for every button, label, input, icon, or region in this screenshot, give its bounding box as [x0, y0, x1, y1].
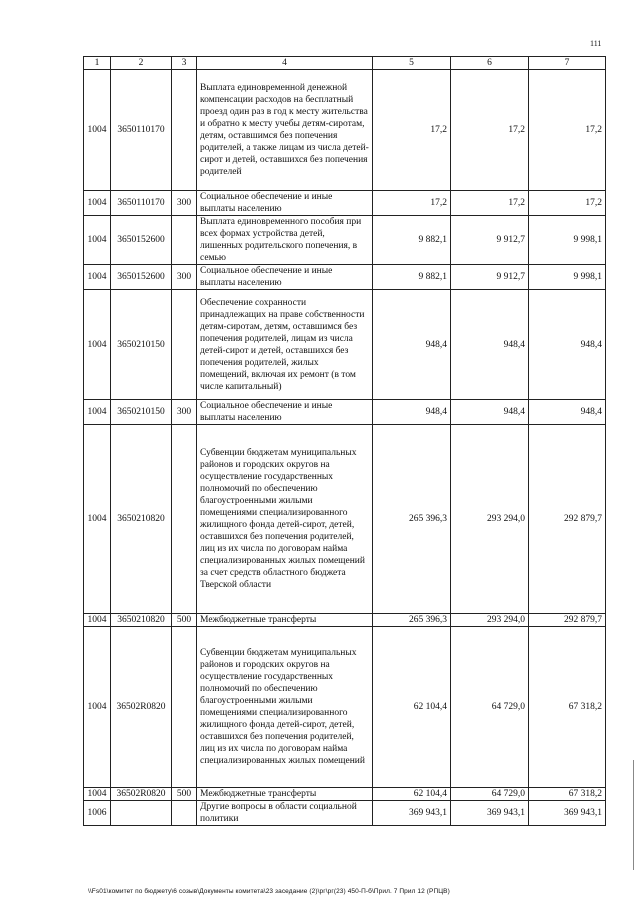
amount-col5: 9 882,1 — [373, 216, 451, 265]
expense-type — [172, 290, 197, 400]
amount-col7: 292 879,7 — [529, 614, 606, 627]
expense-type: 300 — [172, 265, 197, 290]
item-name: Выплата единовременной денежной компенсации расходов на бесплатный проезд один раз в год к месту жительства и обратно к месту учебы детям-сиротам, детям, оставшимся без попечения родителей, а также лицам из числа детей-сирот и детей, оставшихся без попечения родителей — [197, 70, 373, 191]
column-header: 1 — [84, 57, 111, 70]
target-code: 3650110170 — [111, 70, 172, 191]
item-name: Межбюджетные трансферты — [197, 788, 373, 801]
table-row — [84, 614, 606, 627]
table-row — [84, 290, 606, 400]
expense-type: 300 — [172, 400, 197, 425]
table-header-row — [84, 57, 606, 70]
column-header: 6 — [451, 57, 529, 70]
table-row — [84, 627, 606, 788]
amount-col7: 948,4 — [529, 290, 606, 400]
amount-col5: 62 104,4 — [373, 627, 451, 788]
table-row — [84, 788, 606, 801]
amount-col7: 9 998,1 — [529, 265, 606, 290]
file-path-footer: \\Fs01\комитет по бюджету\6 созыв\Документы комитета\23 заседание (2)\рг\рг(23) 450-П-б\Прил. 7 Прил 12 (РПЦВ) — [88, 888, 450, 895]
expense-type: 500 — [172, 788, 197, 801]
target-code: 3650152600 — [111, 265, 172, 290]
amount-col7: 9 998,1 — [529, 216, 606, 265]
amount-col5: 369 943,1 — [373, 801, 451, 826]
amount-col5: 265 396,3 — [373, 425, 451, 614]
table-row — [84, 265, 606, 290]
amount-col6: 948,4 — [451, 400, 529, 425]
item-name: Социальное обеспечение и иные выплаты населению — [197, 265, 373, 290]
amount-col5: 265 396,3 — [373, 614, 451, 627]
amount-col6: 293 294,0 — [451, 614, 529, 627]
amount-col5: 17,2 — [373, 191, 451, 216]
expense-type — [172, 425, 197, 614]
item-name: Субвенции бюджетам муниципальных районов и городских округов на осуществление государственных полномочий по обеспечению благоустроенными жилыми помещениями специализированного жилищного фонда детей-сирот, детей, оставшихся без попечения родителей, лиц из их числа по договорам найма специализированных жилых помещений за счет средств областного бюджета Тверской области — [197, 425, 373, 614]
section-code: 1004 — [84, 70, 111, 191]
page-number: 111 — [590, 39, 602, 48]
expense-type: 500 — [172, 614, 197, 627]
section-code: 1004 — [84, 290, 111, 400]
target-code: 3650210150 — [111, 290, 172, 400]
target-code: 3650152600 — [111, 216, 172, 265]
item-name: Обеспечение сохранности принадлежащих на праве собственности детям-сиротам, детям, оставшимся без попечения родителей, лицам из числа детей-сирот и детей, оставшихся без попечения родителей, жилых помещений, включая их ремонт (в том числе капитальный) — [197, 290, 373, 400]
target-code: 3650210820 — [111, 425, 172, 614]
amount-col7: 369 943,1 — [529, 801, 606, 826]
table-row — [84, 70, 606, 191]
expense-type — [172, 70, 197, 191]
target-code: 3650110170 — [111, 191, 172, 216]
budget-table — [83, 56, 606, 826]
amount-col6: 17,2 — [451, 70, 529, 191]
amount-col6: 64 729,0 — [451, 627, 529, 788]
amount-col6: 369 943,1 — [451, 801, 529, 826]
column-header: 5 — [373, 57, 451, 70]
column-header: 2 — [111, 57, 172, 70]
section-code: 1004 — [84, 400, 111, 425]
section-code: 1004 — [84, 191, 111, 216]
table-row — [84, 216, 606, 265]
column-header: 3 — [172, 57, 197, 70]
expense-type: 300 — [172, 191, 197, 216]
amount-col7: 292 879,7 — [529, 425, 606, 614]
amount-col6: 293 294,0 — [451, 425, 529, 614]
column-header: 7 — [529, 57, 606, 70]
item-name: Социальное обеспечение и иные выплаты населению — [197, 191, 373, 216]
item-name: Субвенции бюджетам муниципальных районов и городских округов на осуществление государственных полномочий по обеспечению благоустроенными жилыми помещениями специализированного жилищного фонда детей-сирот, детей, оставшихся без попечения родителей, лиц из их числа по договорам найма специализированных жилых помещений — [197, 627, 373, 788]
expense-type — [172, 216, 197, 265]
section-code: 1004 — [84, 614, 111, 627]
amount-col6: 9 912,7 — [451, 265, 529, 290]
amount-col5: 948,4 — [373, 290, 451, 400]
amount-col5: 62 104,4 — [373, 788, 451, 801]
table-row — [84, 400, 606, 425]
item-name: Выплата единовременного пособия при всех формах устройства детей, лишенных родительского попечения, в семью — [197, 216, 373, 265]
table-row — [84, 425, 606, 614]
scan-edge-line — [633, 760, 634, 870]
target-code: 36502R0820 — [111, 788, 172, 801]
amount-col7: 948,4 — [529, 400, 606, 425]
expense-type — [172, 627, 197, 788]
section-code: 1004 — [84, 216, 111, 265]
target-code — [111, 801, 172, 826]
amount-col7: 17,2 — [529, 191, 606, 216]
amount-col6: 9 912,7 — [451, 216, 529, 265]
item-name: Другие вопросы в области социальной политики — [197, 801, 373, 826]
amount-col6: 17,2 — [451, 191, 529, 216]
amount-col5: 948,4 — [373, 400, 451, 425]
section-code: 1004 — [84, 425, 111, 614]
amount-col7: 67 318,2 — [529, 788, 606, 801]
table-row — [84, 801, 606, 826]
item-name: Социальное обеспечение и иные выплаты населению — [197, 400, 373, 425]
table-row — [84, 191, 606, 216]
amount-col6: 64 729,0 — [451, 788, 529, 801]
target-code: 36502R0820 — [111, 627, 172, 788]
item-name: Межбюджетные трансферты — [197, 614, 373, 627]
amount-col7: 17,2 — [529, 70, 606, 191]
target-code: 3650210150 — [111, 400, 172, 425]
amount-col6: 948,4 — [451, 290, 529, 400]
expense-type — [172, 801, 197, 826]
target-code: 3650210820 — [111, 614, 172, 627]
amount-col5: 17,2 — [373, 70, 451, 191]
column-header: 4 — [197, 57, 373, 70]
section-code: 1004 — [84, 627, 111, 788]
amount-col5: 9 882,1 — [373, 265, 451, 290]
section-code: 1004 — [84, 788, 111, 801]
section-code: 1004 — [84, 265, 111, 290]
section-code: 1006 — [84, 801, 111, 826]
amount-col7: 67 318,2 — [529, 627, 606, 788]
